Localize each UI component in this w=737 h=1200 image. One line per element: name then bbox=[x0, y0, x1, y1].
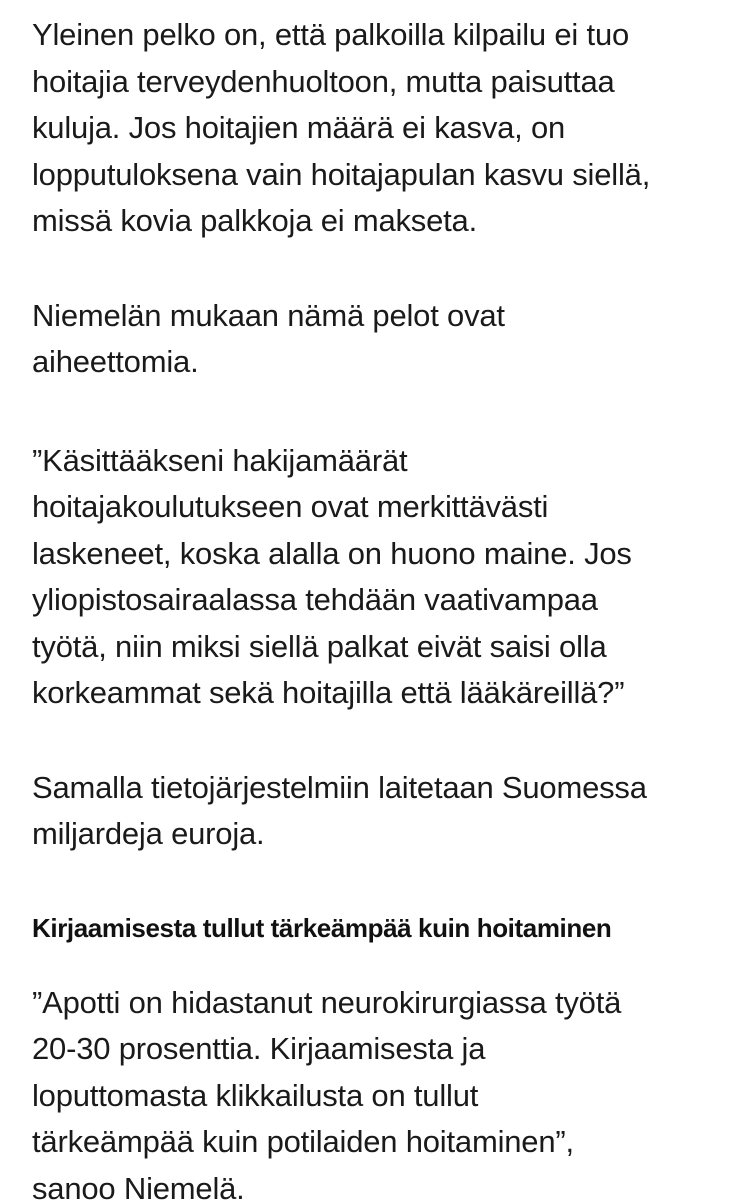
text-line: ”Apotti on hidastanut neurokirurgiassa työtä bbox=[32, 984, 622, 1020]
text-line: 20-30 prosenttia. Kirjaamisesta ja bbox=[32, 1031, 486, 1066]
text-line: loputtomasta klikkailusta on tullut bbox=[32, 1077, 479, 1113]
text-line: kuluja. Jos hoitajien määrä ei kasva, on bbox=[32, 110, 566, 145]
section-subheading: Kirjaamisesta tullut tärkeämpää kuin hoitaminen bbox=[32, 912, 612, 943]
text-line: tärkeämpää kuin potilaiden hoitaminen”, bbox=[32, 1124, 574, 1159]
text-line: Samalla tietojärjestelmiin laitetaan Suomessa bbox=[32, 769, 647, 805]
text-line: miljardeja euroja. bbox=[32, 816, 265, 851]
paragraph-1 bbox=[32, 12, 709, 245]
paragraph-2 bbox=[32, 293, 709, 386]
final-quote-paragraph bbox=[32, 980, 709, 1200]
text-line: laskeneet, koska alalla on huono maine. Jos bbox=[32, 535, 632, 571]
text-line: sanoo Niemelä. bbox=[32, 1170, 245, 1200]
text-line: työtä, niin miksi siellä palkat eivät saisi olla bbox=[32, 628, 607, 664]
text-line: ”Käsittääkseni hakijamäärät bbox=[32, 442, 408, 478]
text-line: aiheettomia. bbox=[32, 344, 199, 379]
text-line: lopputuloksena vain hoitajapulan kasvu siellä, bbox=[32, 156, 651, 192]
text-line: missä kovia palkkoja ei makseta. bbox=[32, 203, 478, 238]
text-line: yliopistosairaalassa tehdään vaativampaa bbox=[32, 582, 598, 617]
quote-paragraph bbox=[32, 438, 709, 717]
paragraph-4 bbox=[32, 765, 709, 858]
text-line: Yleinen pelko on, että palkoilla kilpailu ei tuo bbox=[32, 17, 630, 52]
text-line: Niemelän mukaan nämä pelot ovat bbox=[32, 297, 505, 333]
text-line: hoitajia terveydenhuoltoon, mutta paisuttaa bbox=[32, 63, 615, 99]
text-line: hoitajakoulutukseen ovat merkittävästi bbox=[32, 489, 549, 524]
text-line: korkeammat sekä hoitajilla että lääkäreillä?” bbox=[32, 675, 625, 710]
